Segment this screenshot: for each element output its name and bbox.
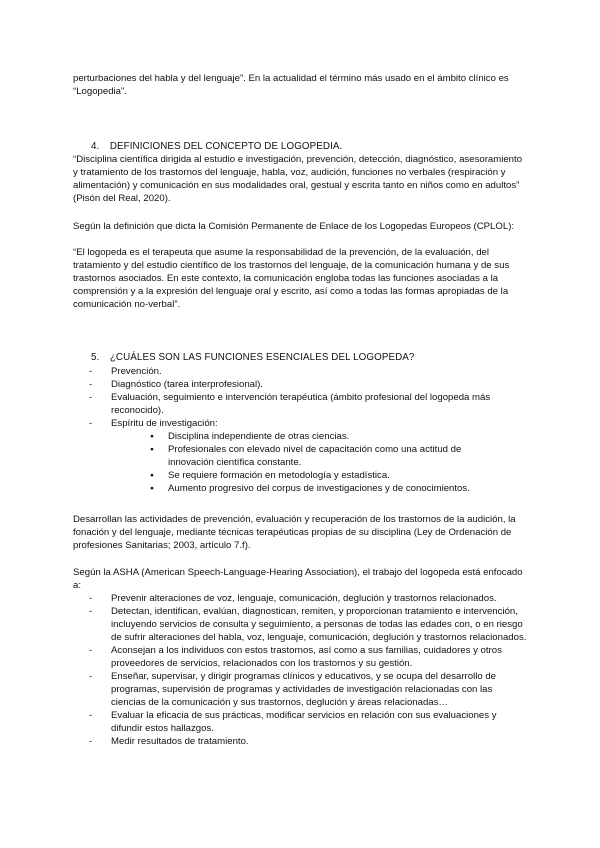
list-item: - Enseñar, supervisar, y dirigir programas clínicos y educativos, y se ocupa del desarrollo de programas, supervisión de programas y actividades de investigación relacionadas con las ciencias de la comunicación y sus trastornos, deglución y áreas relacionadas… bbox=[73, 670, 528, 709]
activities-paragraph: Desarrollan las actividades de prevención, evaluación y recuperación de los trastornos de la audición, la fonación y del lenguaje, mediante técnicas terapéuticas propias de su disciplina (Ley de Ordenación de profesiones Sanitarias; 2003, artículo 7.f). bbox=[73, 514, 516, 551]
list-item: ● Se requiere formación en metodología y estadística. bbox=[133, 469, 528, 482]
list-item: - Medir resultados de tratamiento. bbox=[73, 735, 528, 748]
list-item: - Prevención. bbox=[73, 365, 528, 378]
list-item: - Prevenir alteraciones de voz, lenguaje, comunicación, deglución y trastornos relacionados. bbox=[73, 592, 528, 605]
section-5-title: ¿CUÁLES SON LAS FUNCIONES ESENCIALES DEL LOGOPEDA? bbox=[109, 352, 415, 363]
intro-paragraph: perturbaciones del habla y del lenguaje”. En la actualidad el término más usado en el ámbito clínico es “Logopedia”. bbox=[73, 73, 509, 97]
section-4-heading bbox=[91, 140, 342, 153]
list-item: ● Profesionales con elevado nivel de capacitación como una actitud de innovación científica constante. bbox=[133, 443, 528, 469]
list-item: ● Disciplina independiente de otras ciencias. bbox=[133, 430, 528, 443]
section-5-heading bbox=[91, 351, 414, 364]
list-item: - Espíritu de investigación: ● Disciplina independiente de otras ciencias. ● Profesionales con elevado nivel de capacitación como una actitud de innovación científica constante. ● Se requiere formación en metodología y estadística. ● Aumento progresivo del corpus de investigaciones y de conocimientos. bbox=[73, 417, 528, 495]
list-item: ● Aumento progresivo del corpus de investigaciones y de conocimientos. bbox=[133, 482, 528, 495]
section-5-number: 5. bbox=[91, 352, 100, 363]
list-item: - Aconsejan a los individuos con estos trastornos, así como a sus familias, cuidadores y otros proveedores de servicios, relacionados con los trastornos y su gestión. bbox=[73, 644, 528, 670]
logopedia-definition-quote: “Disciplina científica dirigida al estudio e investigación, prevención, detección, diagnóstico, asesoramiento y tratamiento de los trastornos del lenguaje, habla, voz, audición, funciones no verbales (respiración y alimentación) y comunicación en sus modalidades oral, gestual y escrita tanto en niños como en adultos” (Pisón del Real, 2020). bbox=[73, 154, 523, 204]
list-item: - Evaluar la eficacia de sus prácticas, modificar servicios en relación con sus evaluaciones y difundir estos hallazgos. bbox=[73, 709, 528, 735]
list-item: - Detectan, identifican, evalúan, diagnostican, remiten, y proporcionan tratamiento e intervención, incluyendo servicios de consulta y seguimiento, a personas de todas las edades con, o en riesgo de sufrir alteraciones del habla, voz, lenguaje, comunicación, deglución y trastornos relacionados. bbox=[73, 605, 528, 644]
asha-list bbox=[73, 592, 528, 748]
asha-intro: Según la ASHA (American Speech-Language-Hearing Association), el trabajo del logopeda está enfocado a: bbox=[73, 567, 523, 591]
cplol-intro: Según la definición que dicta la Comisión Permanente de Enlace de los Logopedas Europeos (CPLOL): bbox=[73, 221, 515, 232]
list-item: - Diagnóstico (tarea interprofesional). bbox=[73, 378, 528, 391]
cplol-quote: “El logopeda es el terapeuta que asume la responsabilidad de la prevención, de la evaluación, del tratamiento y del estudio científico de los trastornos del lenguaje, de la comunicación humana y de sus trastornos asociados. En este contexto, la comunicación engloba todas las funciones asociadas a la comprensión y a la expresión del lenguaje oral y escrito, así como a todas las formas apropiadas de la comunicación no-verbal”. bbox=[73, 247, 510, 310]
section-4-title: DEFINICIONES DEL CONCEPTO DE LOGOPEDIA. bbox=[109, 141, 343, 152]
research-sublist bbox=[111, 430, 528, 495]
section-4-number: 4. bbox=[91, 141, 100, 152]
list-item: - Evaluación, seguimiento e intervención terapéutica (ámbito profesional del logopeda más reconocido). bbox=[73, 391, 528, 417]
functions-list bbox=[73, 365, 528, 495]
